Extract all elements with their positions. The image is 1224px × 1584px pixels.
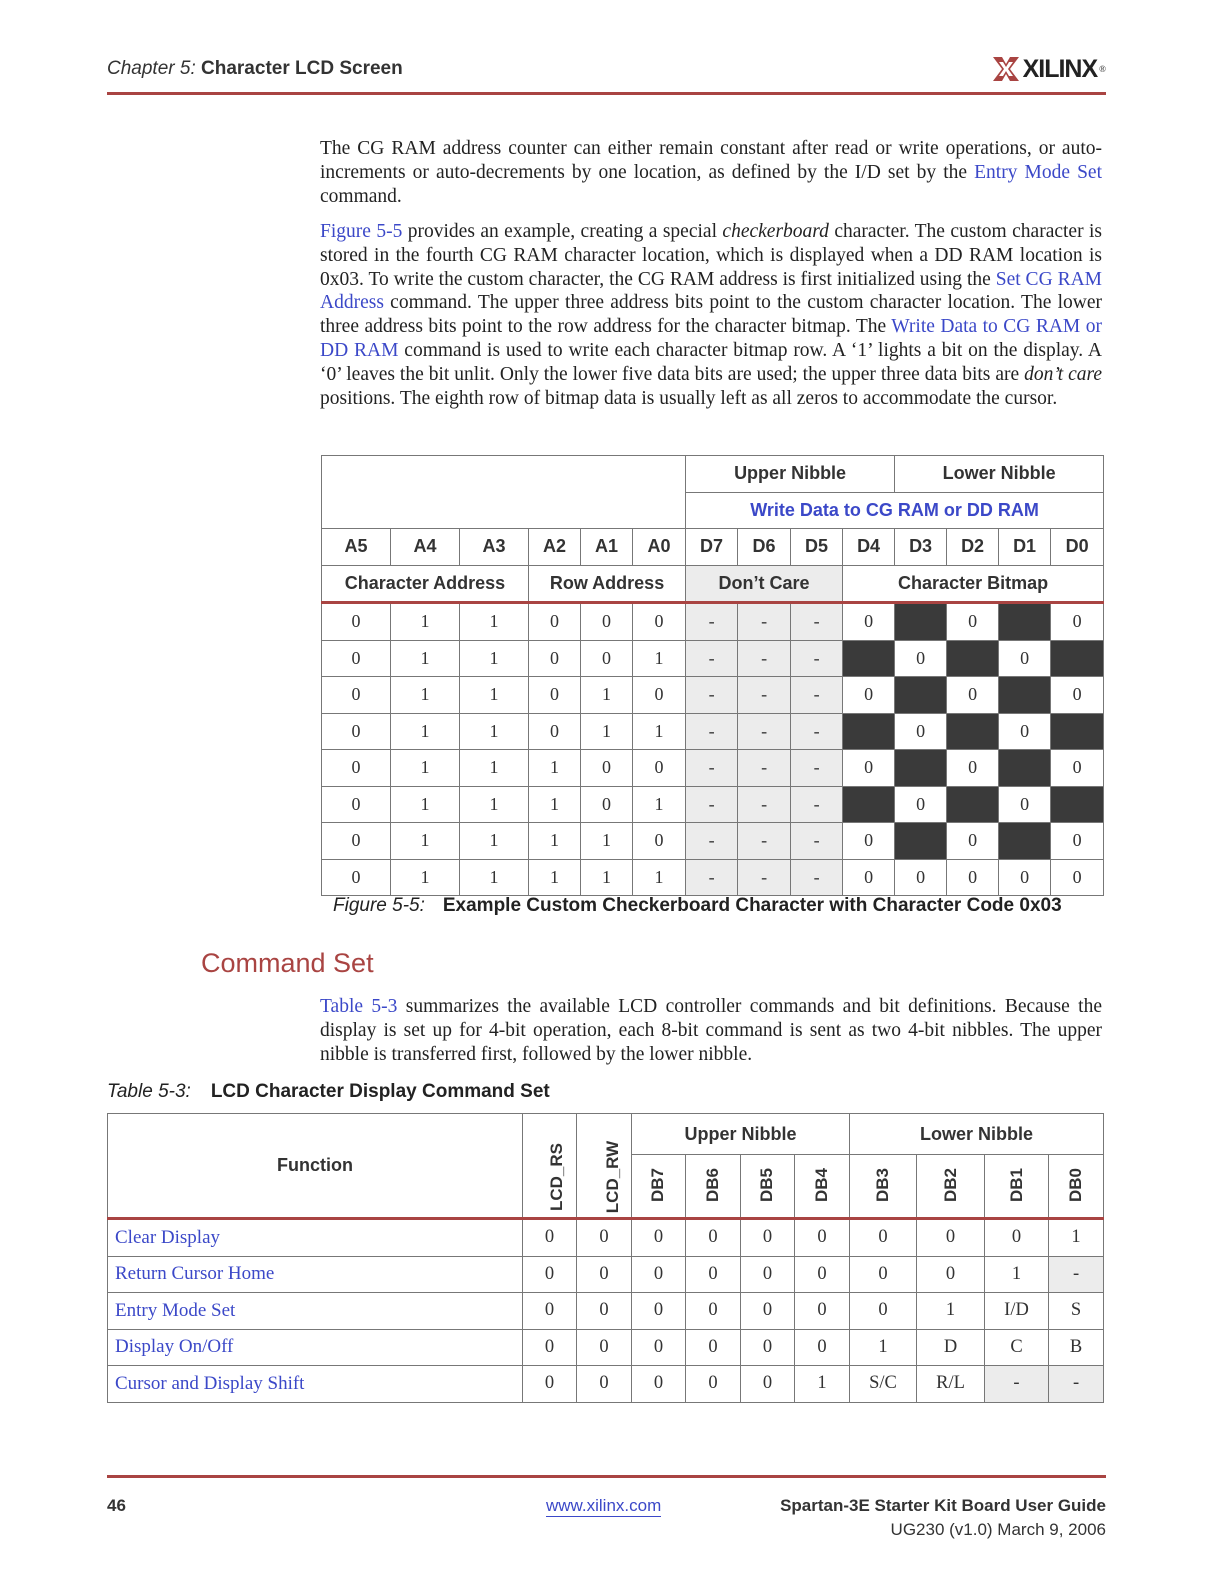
figure-dontcare-cell: - — [686, 640, 738, 677]
table-cell: 0 — [795, 1219, 850, 1257]
table-cell: D — [917, 1329, 985, 1366]
figure-addr-cell: 1 — [460, 786, 529, 823]
table-function-link[interactable]: Display On/Off — [108, 1329, 523, 1366]
table-row — [108, 1329, 1104, 1366]
figure-group-dont-care: Don’t Care — [686, 565, 843, 603]
figure-addr-cell: 0 — [322, 713, 391, 750]
figure-bitmap-cell: 0 — [843, 823, 895, 860]
table-cell: 0 — [686, 1366, 741, 1403]
figure-bitmap-cell: 0 — [895, 640, 947, 677]
para3-text: summarizes the available LCD controller commands and bit definitions. Because the display is set up for 4-bit operation, each 8-bit command is sent as two 4-bit nibbles. The upper nibble is transferred first, followed by the lower nibble. — [320, 996, 1102, 1065]
table-db-header — [1049, 1155, 1104, 1219]
table-cell: 0 — [577, 1366, 632, 1403]
para2-text-5: positions. The eighth row of bitmap data is usually left as all zeros to accommodate the cursor. — [320, 387, 1058, 409]
table-cell: B — [1049, 1329, 1104, 1366]
link-figure-5-5[interactable]: Figure 5-5 — [320, 221, 403, 242]
table-cell: 0 — [523, 1219, 577, 1257]
table-cell: 1 — [1049, 1219, 1104, 1257]
table-function-link[interactable]: Cursor and Display Shift — [108, 1366, 523, 1403]
figure-bitmap-cell: 0 — [999, 786, 1051, 823]
figure-dontcare-cell: - — [738, 823, 791, 860]
figure-addr-cell: 0 — [633, 677, 686, 714]
table-cell: I/D — [985, 1293, 1049, 1330]
figure-dontcare-cell: - — [738, 677, 791, 714]
para2-text-3: command. The upper three address bits point to the custom character location. The lower three address bits point to the row address for the character bitmap. The — [320, 292, 1102, 338]
paragraph-command-set — [320, 995, 1102, 1066]
table-cell: 0 — [741, 1219, 795, 1257]
figure-addr-cell: 0 — [529, 640, 581, 677]
table-function-header: Function — [108, 1114, 523, 1219]
figure-bitmap-lit-cell — [895, 603, 947, 641]
figure-bitmap-cell: 0 — [999, 859, 1051, 896]
figure-addr-cell: 1 — [633, 859, 686, 896]
table-cell: 0 — [577, 1219, 632, 1257]
para2-text-1: provides an example, creating a special — [402, 221, 723, 242]
figure-row — [322, 713, 1104, 750]
table-rs-label: LCD_RS — [547, 1142, 567, 1212]
chapter-title: Character LCD Screen — [201, 58, 403, 79]
table-cell: 0 — [795, 1329, 850, 1366]
figure-addr-cell: 1 — [460, 823, 529, 860]
table-upper-nibble: Upper Nibble — [632, 1114, 850, 1155]
table-db-header — [985, 1155, 1049, 1219]
figure-bit-header: D2 — [947, 529, 999, 566]
table-row — [108, 1256, 1104, 1293]
figure-addr-cell: 1 — [391, 823, 460, 860]
table-db-label: DB4 — [812, 1167, 832, 1203]
table-rw-label: LCD_RW — [603, 1140, 623, 1214]
figure-bitmap-cell: 0 — [843, 603, 895, 641]
figure-dontcare-cell: - — [738, 859, 791, 896]
table-rs-header — [523, 1114, 577, 1219]
figure-row — [322, 859, 1104, 896]
table-caption — [107, 1081, 550, 1103]
figure-caption — [333, 895, 1062, 917]
figure-bitmap-cell: 0 — [1051, 603, 1104, 641]
table-cell: S/C — [850, 1366, 917, 1403]
figure-dontcare-cell: - — [791, 859, 843, 896]
page-header — [107, 54, 1106, 95]
table-cell: 1 — [917, 1293, 985, 1330]
table-function-link[interactable]: Clear Display — [108, 1219, 523, 1257]
figure-bitmap-cell: 0 — [947, 859, 999, 896]
table-db-header — [632, 1155, 686, 1219]
table-cell: 0 — [686, 1256, 741, 1293]
table-cell: 0 — [577, 1293, 632, 1330]
figure-addr-cell: 0 — [581, 750, 633, 787]
table-caption-title: LCD Character Display Command Set — [210, 1081, 550, 1102]
logo-text: XILINX — [1022, 54, 1098, 83]
figure-addr-cell: 0 — [633, 823, 686, 860]
figure-bitmap-cell: 0 — [895, 713, 947, 750]
table-db-label: DB6 — [702, 1167, 722, 1203]
table-cell: - — [1049, 1366, 1104, 1403]
figure-bit-header: D4 — [843, 529, 895, 566]
figure-bitmap-lit-cell — [843, 640, 895, 677]
figure-bitmap-cell: 0 — [1051, 750, 1104, 787]
figure-addr-cell: 1 — [529, 859, 581, 896]
figure-bitmap-lit-cell — [999, 823, 1051, 860]
figure-addr-cell: 1 — [460, 750, 529, 787]
para2-italic-1: checkerboard — [722, 221, 829, 242]
figure-dontcare-cell: - — [791, 677, 843, 714]
table-cell: 0 — [795, 1256, 850, 1293]
command-set-table — [107, 1113, 1104, 1403]
figure-addr-cell: 1 — [529, 786, 581, 823]
figure-addr-cell: 1 — [529, 823, 581, 860]
table-cell: 0 — [741, 1366, 795, 1403]
section-title-command-set: Command Set — [201, 948, 374, 978]
table-row — [108, 1219, 1104, 1257]
table-cell: 1 — [850, 1329, 917, 1366]
figure-addr-cell: 0 — [322, 640, 391, 677]
figure-empty-header — [322, 456, 686, 529]
table-db-label: DB2 — [940, 1167, 960, 1203]
para1-text-end: command. — [320, 185, 402, 207]
figure-addr-cell: 1 — [529, 750, 581, 787]
figure-addr-cell: 1 — [633, 713, 686, 750]
figure-addr-cell: 1 — [460, 677, 529, 714]
figure-dontcare-cell: - — [738, 640, 791, 677]
figure-addr-cell: 0 — [322, 859, 391, 896]
table-cell: 0 — [632, 1219, 686, 1257]
figure-addr-cell: 1 — [581, 823, 633, 860]
figure-addr-cell: 1 — [633, 640, 686, 677]
figure-caption-label: Figure 5-5: — [333, 895, 425, 916]
figure-bit-header: A2 — [529, 529, 581, 566]
xilinx-mark-icon — [991, 54, 1021, 84]
table-cell: 0 — [632, 1293, 686, 1330]
figure-bit-header: A4 — [391, 529, 460, 566]
figure-addr-cell: 1 — [460, 713, 529, 750]
figure-addr-cell: 0 — [529, 677, 581, 714]
figure-bitmap-cell: 0 — [947, 677, 999, 714]
figure-bit-header: D0 — [1051, 529, 1104, 566]
table-cell: 0 — [523, 1366, 577, 1403]
figure-bit-header: D5 — [791, 529, 843, 566]
figure-dontcare-cell: - — [791, 603, 843, 641]
table-db-label: DB3 — [873, 1167, 893, 1203]
table-cell: - — [1049, 1256, 1104, 1293]
figure-checkerboard-table — [321, 455, 1104, 896]
figure-dontcare-cell: - — [738, 750, 791, 787]
figure-row — [322, 750, 1104, 787]
table-cell: 0 — [741, 1256, 795, 1293]
figure-dontcare-cell: - — [791, 713, 843, 750]
figure-bitmap-cell: 0 — [843, 677, 895, 714]
figure-addr-cell: 1 — [581, 677, 633, 714]
figure-addr-cell: 1 — [391, 640, 460, 677]
table-cell: 0 — [850, 1293, 917, 1330]
figure-addr-cell: 1 — [391, 859, 460, 896]
figure-addr-cell: 1 — [460, 640, 529, 677]
table-db-header — [686, 1155, 741, 1219]
figure-addr-cell: 0 — [581, 640, 633, 677]
table-cell: 1 — [985, 1256, 1049, 1293]
figure-addr-cell: 0 — [322, 677, 391, 714]
figure-bitmap-lit-cell — [999, 750, 1051, 787]
link-set-cg-ram-address[interactable]: Set CG RAM Address — [320, 268, 1102, 314]
figure-dontcare-cell: - — [686, 750, 738, 787]
table-db-header — [850, 1155, 917, 1219]
para2-text-4: command is used to write each character bitmap row. A ‘1’ lights a bit on the display. A ‘0’ leaves the bit unlit. Only the lower five data bits are used; the upper three data bits are — [320, 339, 1103, 385]
figure-dontcare-cell: - — [738, 786, 791, 823]
figure-dontcare-cell: - — [686, 677, 738, 714]
table-cell: 0 — [686, 1219, 741, 1257]
figure-bitmap-lit-cell — [999, 677, 1051, 714]
figure-caption-title: Example Custom Checkerboard Character with Character Code 0x03 — [442, 895, 1062, 916]
figure-bitmap-cell: 0 — [999, 713, 1051, 750]
xilinx-logo — [991, 52, 1106, 86]
figure-dontcare-cell: - — [686, 823, 738, 860]
figure-bitmap-cell: 0 — [999, 640, 1051, 677]
figure-upper-nibble: Upper Nibble — [686, 456, 895, 493]
table-cell: 0 — [523, 1293, 577, 1330]
figure-bit-header: A0 — [633, 529, 686, 566]
table-rw-header — [577, 1114, 632, 1219]
table-db-header — [741, 1155, 795, 1219]
figure-addr-cell: 0 — [322, 786, 391, 823]
figure-bitmap-lit-cell — [1051, 640, 1104, 677]
figure-dontcare-cell: - — [738, 603, 791, 641]
figure-row — [322, 677, 1104, 714]
figure-bit-header: D7 — [686, 529, 738, 566]
figure-bitmap-lit-cell — [895, 823, 947, 860]
figure-dontcare-cell: - — [686, 786, 738, 823]
table-cell: 0 — [632, 1256, 686, 1293]
figure-bitmap-lit-cell — [895, 677, 947, 714]
table-db-header — [795, 1155, 850, 1219]
table-cell: 0 — [917, 1219, 985, 1257]
table-cell: 0 — [577, 1329, 632, 1366]
figure-addr-cell: 1 — [633, 786, 686, 823]
figure-lower-nibble: Lower Nibble — [895, 456, 1104, 493]
figure-addr-cell: 0 — [529, 713, 581, 750]
figure-dontcare-cell: - — [686, 859, 738, 896]
table-function-link[interactable]: Return Cursor Home — [108, 1256, 523, 1293]
figure-addr-cell: 1 — [581, 859, 633, 896]
table-cell: 0 — [577, 1256, 632, 1293]
figure-bitmap-cell: 0 — [947, 603, 999, 641]
figure-bit-header: D1 — [999, 529, 1051, 566]
figure-write-data-label: Write Data to CG RAM or DD RAM — [686, 492, 1104, 529]
figure-bitmap-lit-cell — [895, 750, 947, 787]
page-number: 46 — [107, 1496, 126, 1515]
table-cell: 0 — [632, 1329, 686, 1366]
figure-dontcare-cell: - — [686, 603, 738, 641]
figure-bitmap-cell: 0 — [1051, 859, 1104, 896]
table-row — [108, 1293, 1104, 1330]
guide-title: Spartan-3E Starter Kit Board User Guide — [780, 1496, 1106, 1515]
guide-version: UG230 (v1.0) March 9, 2006 — [890, 1520, 1106, 1539]
figure-bitmap-lit-cell — [947, 786, 999, 823]
figure-bit-header: A5 — [322, 529, 391, 566]
paragraph-cg-ram-counter — [320, 137, 1102, 208]
page-footer — [107, 1475, 1106, 1548]
table-cell: 0 — [523, 1329, 577, 1366]
figure-bit-header: D6 — [738, 529, 791, 566]
table-cell: 0 — [632, 1366, 686, 1403]
chapter-prefix: Chapter 5: — [107, 58, 196, 79]
paragraph-checkerboard-example — [320, 220, 1102, 410]
figure-bitmap-cell: 0 — [895, 859, 947, 896]
table-cell: 0 — [741, 1329, 795, 1366]
table-db-label: DB0 — [1066, 1167, 1086, 1203]
figure-bitmap-lit-cell — [1051, 713, 1104, 750]
figure-row — [322, 786, 1104, 823]
figure-bitmap-cell: 0 — [895, 786, 947, 823]
table-cell: S — [1049, 1293, 1104, 1330]
table-db-label: DB5 — [757, 1167, 777, 1203]
figure-addr-cell: 1 — [391, 603, 460, 641]
figure-addr-cell: 1 — [460, 859, 529, 896]
table-db-label: DB1 — [1006, 1167, 1026, 1203]
figure-addr-cell: 0 — [633, 603, 686, 641]
table-cell: 0 — [985, 1219, 1049, 1257]
figure-bitmap-lit-cell — [947, 640, 999, 677]
figure-addr-cell: 1 — [391, 786, 460, 823]
figure-dontcare-cell: - — [791, 640, 843, 677]
para1-text: The CG RAM address counter can either remain constant after read or write operations, or auto-increments or auto-decrements by one location, as defined by the I/D set by the — [320, 138, 1102, 183]
figure-addr-cell: 1 — [460, 603, 529, 641]
figure-bitmap-lit-cell — [1051, 786, 1104, 823]
table-cell: 1 — [795, 1366, 850, 1403]
table-cell: - — [985, 1366, 1049, 1403]
figure-dontcare-cell: - — [791, 823, 843, 860]
figure-bitmap-cell: 0 — [947, 750, 999, 787]
figure-addr-cell: 1 — [391, 677, 460, 714]
figure-bitmap-cell: 0 — [843, 859, 895, 896]
link-write-data[interactable]: Write Data to CG RAM or DD RAM — [320, 316, 1102, 361]
figure-bitmap-lit-cell — [947, 713, 999, 750]
figure-addr-cell: 0 — [581, 603, 633, 641]
table-cell: 0 — [795, 1293, 850, 1330]
figure-addr-cell: 1 — [391, 750, 460, 787]
figure-dontcare-cell: - — [738, 713, 791, 750]
figure-addr-cell: 0 — [322, 603, 391, 641]
figure-group-char-bitmap: Character Bitmap — [843, 565, 1104, 603]
figure-addr-cell: 0 — [581, 786, 633, 823]
table-cell: 0 — [741, 1293, 795, 1330]
figure-dontcare-cell: - — [791, 786, 843, 823]
figure-bitmap-lit-cell — [999, 603, 1051, 641]
figure-bitmap-cell: 0 — [947, 823, 999, 860]
table-caption-label: Table 5-3: — [107, 1081, 191, 1102]
figure-addr-cell: 0 — [529, 603, 581, 641]
figure-bit-header: A3 — [460, 529, 529, 566]
figure-bitmap-cell: 0 — [1051, 823, 1104, 860]
figure-bit-header: D3 — [895, 529, 947, 566]
figure-dontcare-cell: - — [686, 713, 738, 750]
figure-addr-cell: 0 — [322, 750, 391, 787]
table-cell: 0 — [686, 1293, 741, 1330]
table-cell: 0 — [850, 1219, 917, 1257]
table-db-label: DB7 — [648, 1167, 668, 1203]
table-row — [108, 1366, 1104, 1403]
table-function-link[interactable]: Entry Mode Set — [108, 1293, 523, 1330]
figure-bitmap-cell: 0 — [843, 750, 895, 787]
table-cell: 0 — [917, 1256, 985, 1293]
figure-row — [322, 640, 1104, 677]
table-cell: 0 — [850, 1256, 917, 1293]
table-cell: 0 — [686, 1329, 741, 1366]
figure-dontcare-cell: - — [791, 750, 843, 787]
para2-text-2: character. The custom character is stored in the fourth CG RAM character location, which is displayed when a DD RAM location is 0x03. To write the custom character, the CG RAM address is first initialized using the — [320, 221, 1103, 290]
figure-addr-cell: 0 — [633, 750, 686, 787]
figure-bitmap-cell: 0 — [1051, 677, 1104, 714]
figure-group-row-address: Row Address — [529, 565, 686, 603]
figure-bitmap-lit-cell — [843, 713, 895, 750]
figure-addr-cell: 1 — [581, 713, 633, 750]
figure-row — [322, 823, 1104, 860]
figure-group-char-address: Character Address — [322, 565, 529, 603]
logo-registered-mark: ® — [1099, 64, 1106, 74]
link-entry-mode-set[interactable]: Entry Mode Set — [974, 161, 1102, 183]
chapter-heading — [107, 58, 403, 80]
para2-italic-2: don’t care — [1024, 363, 1102, 385]
figure-bitmap-lit-cell — [843, 786, 895, 823]
table-cell: C — [985, 1329, 1049, 1366]
figure-addr-cell: 0 — [322, 823, 391, 860]
link-table-5-3[interactable]: Table 5-3 — [320, 996, 398, 1017]
figure-row — [322, 603, 1104, 641]
figure-bit-header: A1 — [581, 529, 633, 566]
table-cell: R/L — [917, 1366, 985, 1403]
footer-url-link[interactable]: www.xilinx.com — [546, 1496, 662, 1515]
table-cell: 0 — [523, 1256, 577, 1293]
table-db-header — [917, 1155, 985, 1219]
figure-addr-cell: 1 — [391, 713, 460, 750]
table-lower-nibble: Lower Nibble — [850, 1114, 1104, 1155]
